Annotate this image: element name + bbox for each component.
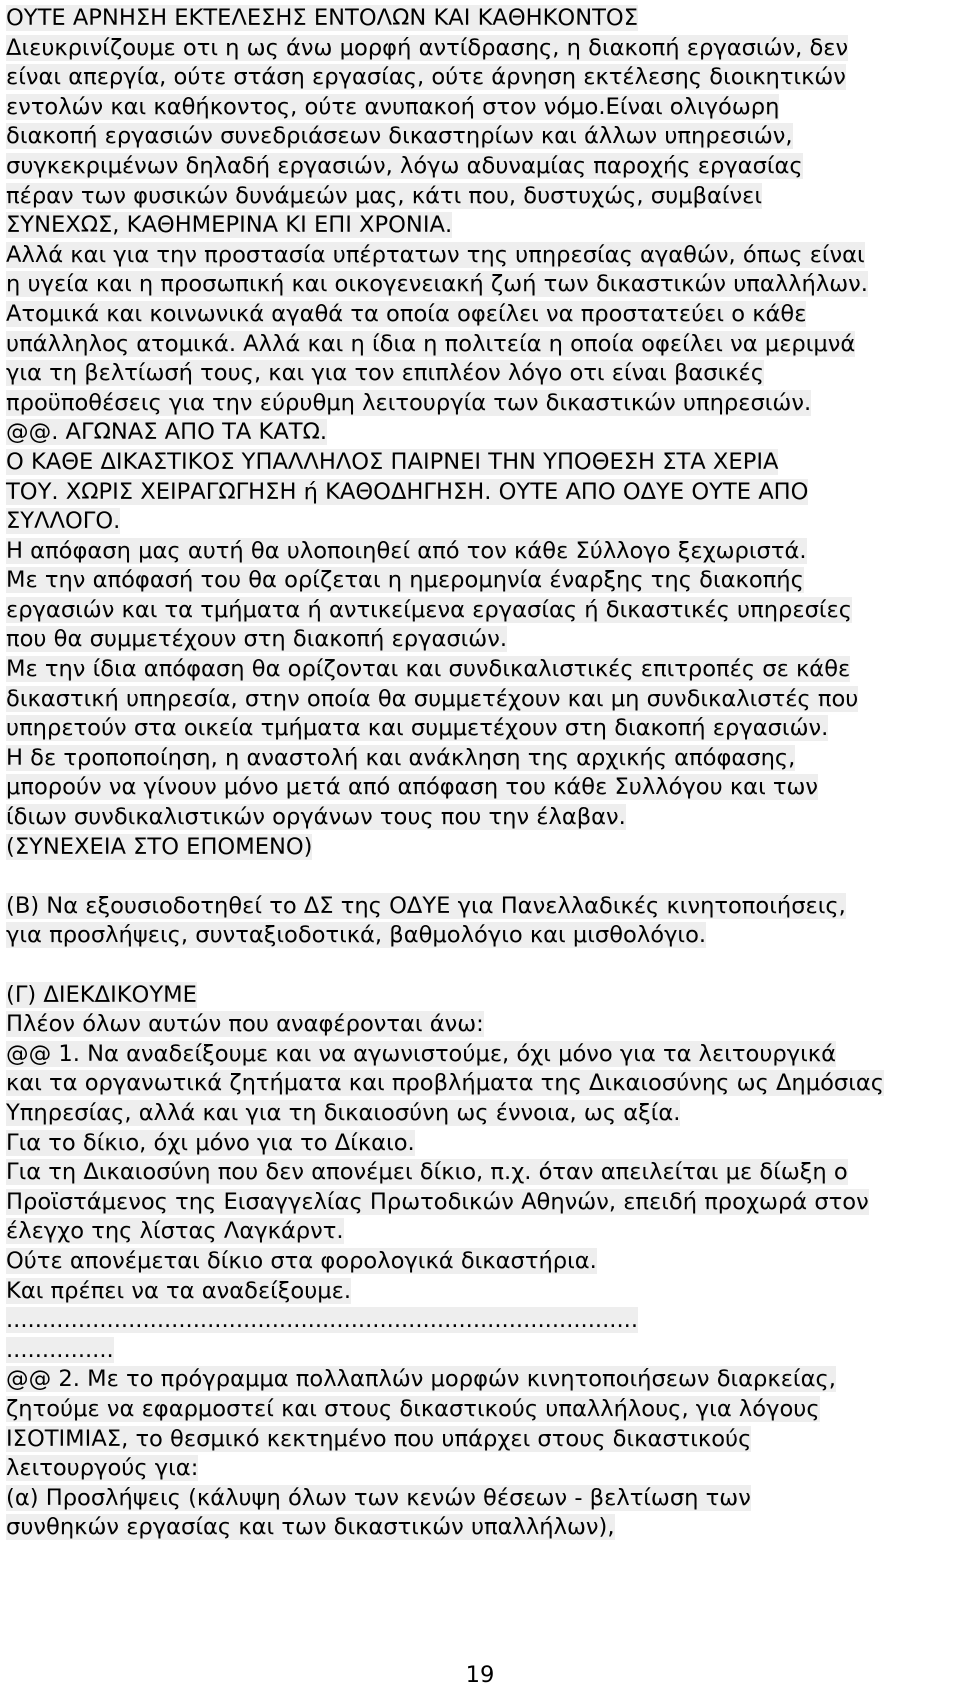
text-line [6, 1099, 956, 1129]
text-line-content: Αλλά και για την προστασία υπέρτατων της υπηρεσίας αγαθών, όπως είναι [6, 241, 865, 268]
text-line [6, 625, 956, 655]
text-line-content: (Γ) ΔΙΕΚΔΙΚΟΥΜΕ [6, 981, 197, 1008]
text-line-content: Προϊστάμενος της Εισαγγελίας Πρωτοδικών Αθηνών, επειδή προχωρά στον [6, 1188, 869, 1215]
text-line [6, 122, 956, 152]
text-line [6, 773, 956, 803]
text-line [6, 566, 956, 596]
text-line-content: ΣΥΛΛΟΓΟ. [6, 508, 121, 535]
text-line [6, 211, 956, 241]
text-line-content: ΟΥΤΕ ΑΡΝΗΣΗ ΕΚΤΕΛΕΣΗΣ ΕΝΤΟΛΩΝ ΚΑΙ ΚΑΘΗΚΟΝΤΟΣ [6, 5, 638, 31]
text-line [6, 1069, 956, 1099]
text-line [6, 892, 956, 922]
text-line [6, 330, 956, 360]
text-line-content: έλεγχο της λίστας Λαγκάρντ. [6, 1218, 344, 1245]
text-line-content: προϋποθέσεις για την εύρυθμη λειτουργία των δικαστικών υπηρεσιών. [6, 389, 812, 416]
text-line-content: Ο ΚΑΘΕ ΔΙΚΑΣΤΙΚΟΣ ΥΠΑΛΛΗΛΟΣ ΠΑΙΡΝΕΙ ΤΗΝ ΥΠΟΘΕΣΗ ΣΤΑ ΧΕΡΙΑ [6, 448, 779, 475]
text-line-content: υπάλληλος ατομικά. Αλλά και η ίδια η πολιτεία η οποία οφείλει να μεριμνά [6, 330, 856, 357]
text-line [6, 921, 956, 951]
text-line [6, 448, 956, 478]
text-line [6, 418, 956, 448]
blank-line [6, 951, 956, 981]
text-line-content: ........................................................................................ [6, 1307, 639, 1334]
text-line-content: ΣΥΝΕΧΩΣ, ΚΑΘΗΜΕΡΙΝΑ ΚΙ ΕΠΙ ΧΡΟΝΙΑ. [6, 212, 453, 239]
text-line [6, 182, 956, 212]
text-line-content: πέραν των φυσικών δυνάμεών μας, κάτι που, δυστυχώς, συμβαίνει [6, 182, 762, 209]
text-line-content: Και πρέπει να τα αναδείξουμε. [6, 1277, 352, 1304]
text-line-content: Με την ίδια απόφαση θα ορίζονται και συνδικαλιστικές επιτροπές σε κάθε [6, 656, 851, 683]
text-line [6, 241, 956, 271]
text-line [6, 1336, 956, 1366]
text-line [6, 93, 956, 123]
text-line [6, 1277, 956, 1307]
text-line [6, 1129, 956, 1159]
text-line-content: συνθηκών εργασίας και των δικαστικών υπαλλήλων), [6, 1514, 615, 1541]
text-line-content: υπηρετούν στα οικεία τμήματα και συμμετέχουν στη διακοπή εργασιών. [6, 715, 829, 742]
text-line-content: @@ 2. Με το πρόγραμμα πολλαπλών μορφών κινητοποιήσεων διαρκείας, [6, 1366, 836, 1393]
text-line [6, 1395, 956, 1425]
text-line-content: εργασιών και τα τμήματα ή αντικείμενα εργασίας ή δικαστικές υπηρεσίες [6, 596, 853, 623]
text-line-content: για προσλήψεις, συνταξιοδοτικά, βαθμολόγιο και μισθολόγιο. [6, 922, 707, 949]
text-line [6, 152, 956, 182]
text-line-content: Πλέον όλων αυτών που αναφέρονται άνω: [6, 1011, 484, 1038]
text-line-content: Με την απόφασή του θα ορίζεται η ημερομηνία έναρξης της διακοπής [6, 567, 804, 594]
text-line [6, 1454, 956, 1484]
text-line [6, 34, 956, 64]
text-line [6, 300, 956, 330]
text-line [6, 1247, 956, 1277]
text-line-content: Για τη Δικαιοσύνη που δεν απονέμει δίκιο, π.χ. όταν απειλείται με δίωξη ο [6, 1159, 848, 1186]
text-line-content: ίδιων συνδικαλιστικών οργάνων τους που την έλαβαν. [6, 804, 626, 831]
text-line [6, 4, 956, 34]
text-line [6, 714, 956, 744]
text-line-content: μπορούν να γίνουν μόνο μετά από απόφαση του κάθε Συλλόγου και των [6, 774, 819, 801]
text-line-content: Η δε τροποποίηση, η αναστολή και ανάκληση της αρχικής απόφασης, [6, 744, 796, 771]
text-line-content: (α) Προσλήψεις (κάλυψη όλων των κενών θέσεων - βελτίωση των [6, 1484, 751, 1511]
text-line [6, 507, 956, 537]
page-number: 19 [465, 1662, 495, 1688]
text-line [6, 596, 956, 626]
text-line-content: που θα συμμετέχουν στη διακοπή εργασιών. [6, 626, 508, 653]
text-line [6, 833, 956, 863]
text-line [6, 744, 956, 774]
text-line [6, 981, 956, 1011]
text-line [6, 389, 956, 419]
text-line [6, 1040, 956, 1070]
text-line-content: είναι απεργία, ούτε στάση εργασίας, ούτε άρνηση εκτέλεσης διοικητικών [6, 64, 846, 91]
text-line-content: Ούτε απονέμεται δίκιο στα φορολογικά δικαστήρια. [6, 1247, 597, 1274]
text-line [6, 270, 956, 300]
text-line [6, 1306, 956, 1336]
text-line [6, 685, 956, 715]
text-line-content: (Β) Να εξουσιοδοτηθεί το ΔΣ της ΟΔΥΕ για Πανελλαδικές κινητοποιήσεις, [6, 892, 846, 919]
document-body [6, 4, 956, 1543]
text-line [6, 1365, 956, 1395]
text-line [6, 1484, 956, 1514]
text-line-content: @@. ΑΓΩΝΑΣ ΑΠΟ ΤΑ ΚΑΤΩ. [6, 419, 328, 446]
text-line-content: Διευκρινίζουμε οτι η ως άνω μορφή αντίδρασης, η διακοπή εργασιών, δεν [6, 34, 849, 61]
text-line-content: διακοπή εργασιών συνεδριάσεων δικαστηρίων και άλλων υπηρεσιών, [6, 123, 793, 150]
text-line [6, 1513, 956, 1543]
text-line-content: για τη βελτίωσή τους, και για τον επιπλέον λόγο οτι είναι βασικές [6, 360, 765, 387]
text-line-content: ............... [6, 1336, 114, 1363]
text-line [6, 1425, 956, 1455]
text-line-content: ΤΟΥ. ΧΩΡΙΣ ΧΕΙΡΑΓΩΓΗΣΗ ή ΚΑΘΟΔΗΓΗΣΗ. ΟΥΤΕ ΑΠΟ ΟΔΥΕ ΟΥΤΕ ΑΠΟ [6, 478, 809, 505]
text-line-content: και τα οργανωτικά ζητήματα και προβλήματα της Δικαιοσύνης ως Δημόσιας [6, 1070, 885, 1097]
text-line-content: (ΣΥΝΕΧΕΙΑ ΣΤΟ ΕΠΟΜΕΝΟ) [6, 833, 313, 860]
text-line-content: ΙΣΟΤΙΜΙΑΣ, το θεσμικό κεκτημένο που υπάρχει στους δικαστικούς [6, 1425, 752, 1452]
text-line-content: λειτουργούς για: [6, 1455, 199, 1482]
text-line [6, 1188, 956, 1218]
text-line [6, 1158, 956, 1188]
text-line [6, 803, 956, 833]
text-line [6, 655, 956, 685]
text-line-content: @@ 1. Να αναδείξουμε και να αγωνιστούμε, όχι μόνο για τα λειτουργικά [6, 1040, 836, 1067]
text-line-content: Ατομικά και κοινωνικά αγαθά τα οποία οφείλει να προστατεύει ο κάθε [6, 300, 807, 327]
text-line-content: Για το δίκιο, όχι μόνο για το Δίκαιο. [6, 1129, 415, 1156]
blank-line [6, 862, 956, 892]
text-line-content: δικαστική υπηρεσία, στην οποία θα συμμετέχουν και μη συνδικαλιστές που [6, 685, 859, 712]
text-line [6, 1010, 956, 1040]
text-line-content: ζητούμε να εφαρμοστεί και στους δικαστικούς υπαλλήλους, για λόγους [6, 1395, 820, 1422]
text-line [6, 359, 956, 389]
text-line-content: Υπηρεσίας, αλλά και για τη δικαιοσύνη ως έννοια, ως αξία. [6, 1099, 681, 1126]
text-line-content: Η απόφαση μας αυτή θα υλοποιηθεί από τον κάθε Σύλλογο ξεχωριστά. [6, 537, 807, 564]
text-line [6, 537, 956, 567]
text-line [6, 1217, 956, 1247]
text-line-content: η υγεία και η προσωπική και οικογενειακή ζωή των δικαστικών υπαλλήλων. [6, 271, 868, 298]
text-line [6, 478, 956, 508]
text-line [6, 63, 956, 93]
text-line-content: συγκεκριμένων δηλαδή εργασιών, λόγω αδυναμίας παροχής εργασίας [6, 152, 803, 179]
text-line-content: εντολών και καθήκοντος, ούτε ανυπακοή στον νόμο.Είναι ολιγόωρη [6, 93, 780, 120]
